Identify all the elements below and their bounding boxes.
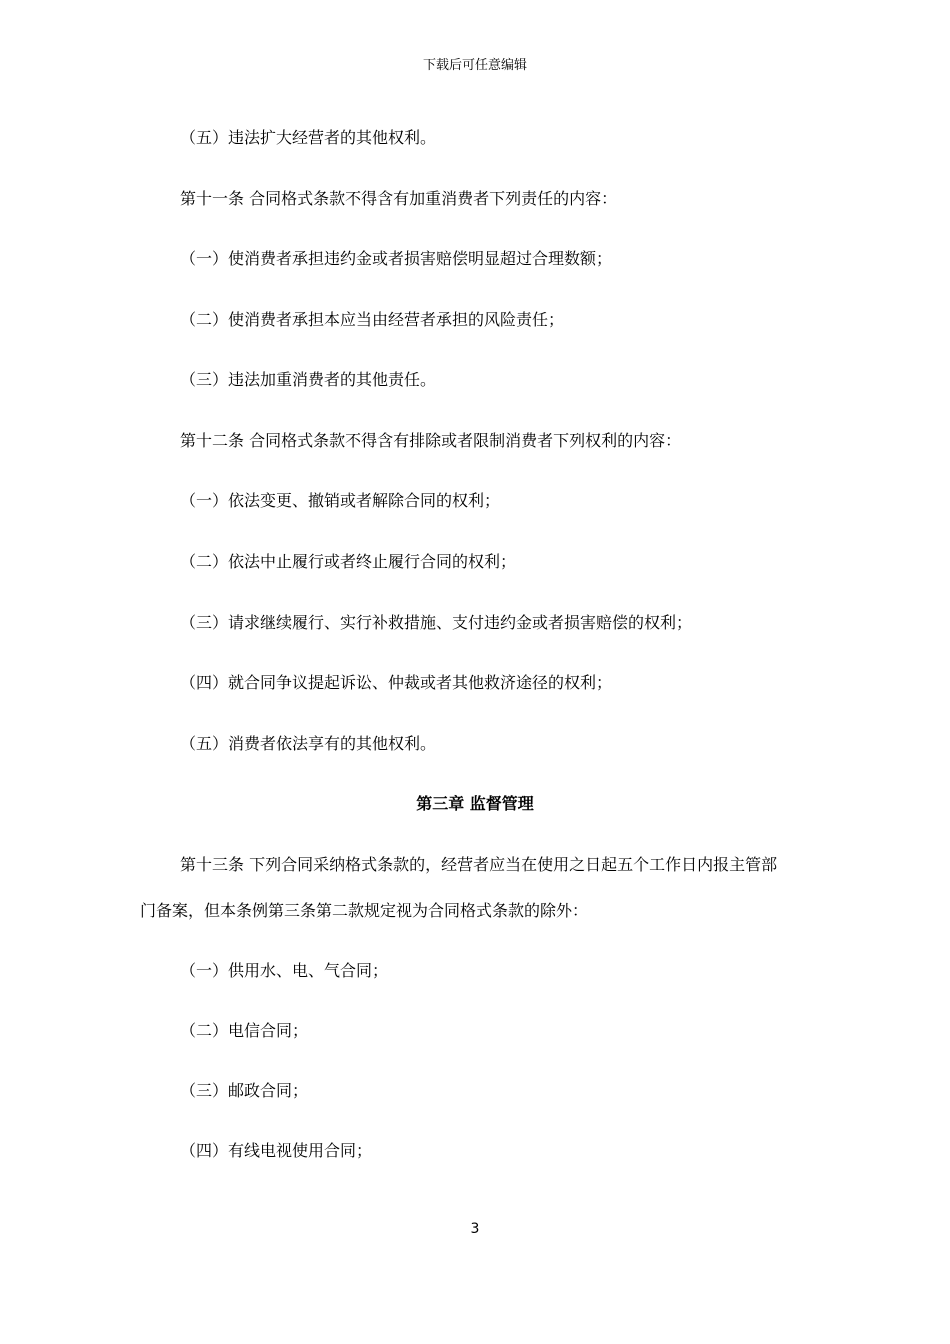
paragraph-line: （一）依法变更、撤销或者解除合同的权利； <box>180 491 501 510</box>
paragraph-line-continued: 门备案，但本条例第三条第二款规定视为合同格式条款的除外： <box>140 901 589 920</box>
paragraph-line: （三）邮政合同； <box>180 1081 309 1100</box>
page-header: 下载后可任意编辑 <box>422 58 527 73</box>
paragraph-line: （一）供用水、电、气合同； <box>180 961 389 980</box>
paragraph-line: （一）使消费者承担违约金或者损害赔偿明显超过合理数额； <box>180 249 613 268</box>
paragraph-line: （五）消费者依法享有的其他权利。 <box>180 734 437 753</box>
paragraph-line: （四）有线电视使用合同； <box>180 1141 373 1160</box>
article-heading-13: 第十三条 下列合同采纳格式条款的，经营者应当在使用之日起五个工作日内报主管部 <box>180 855 778 874</box>
paragraph-line: （四）就合同争议提起诉讼、仲裁或者其他救济途径的权利； <box>180 673 613 692</box>
page-number: 3 <box>470 1221 480 1237</box>
paragraph-line: （二）使消费者承担本应当由经营者承担的风险责任； <box>180 310 565 329</box>
paragraph-line: （三）违法加重消费者的其他责任。 <box>180 370 437 389</box>
article-heading-11: 第十一条 合同格式条款不得含有加重消费者下列责任的内容： <box>180 189 618 208</box>
chapter-title: 第三章 监督管理 <box>416 794 534 813</box>
paragraph-line: （三）请求继续履行、实行补救措施、支付违约金或者损害赔偿的权利； <box>180 613 693 632</box>
paragraph-line: （五）违法扩大经营者的其他权利。 <box>180 128 437 147</box>
article-heading-12: 第十二条 合同格式条款不得含有排除或者限制消费者下列权利的内容： <box>180 431 682 450</box>
paragraph-line: （二）电信合同； <box>180 1021 309 1040</box>
paragraph-line: （二）依法中止履行或者终止履行合同的权利； <box>180 552 517 571</box>
